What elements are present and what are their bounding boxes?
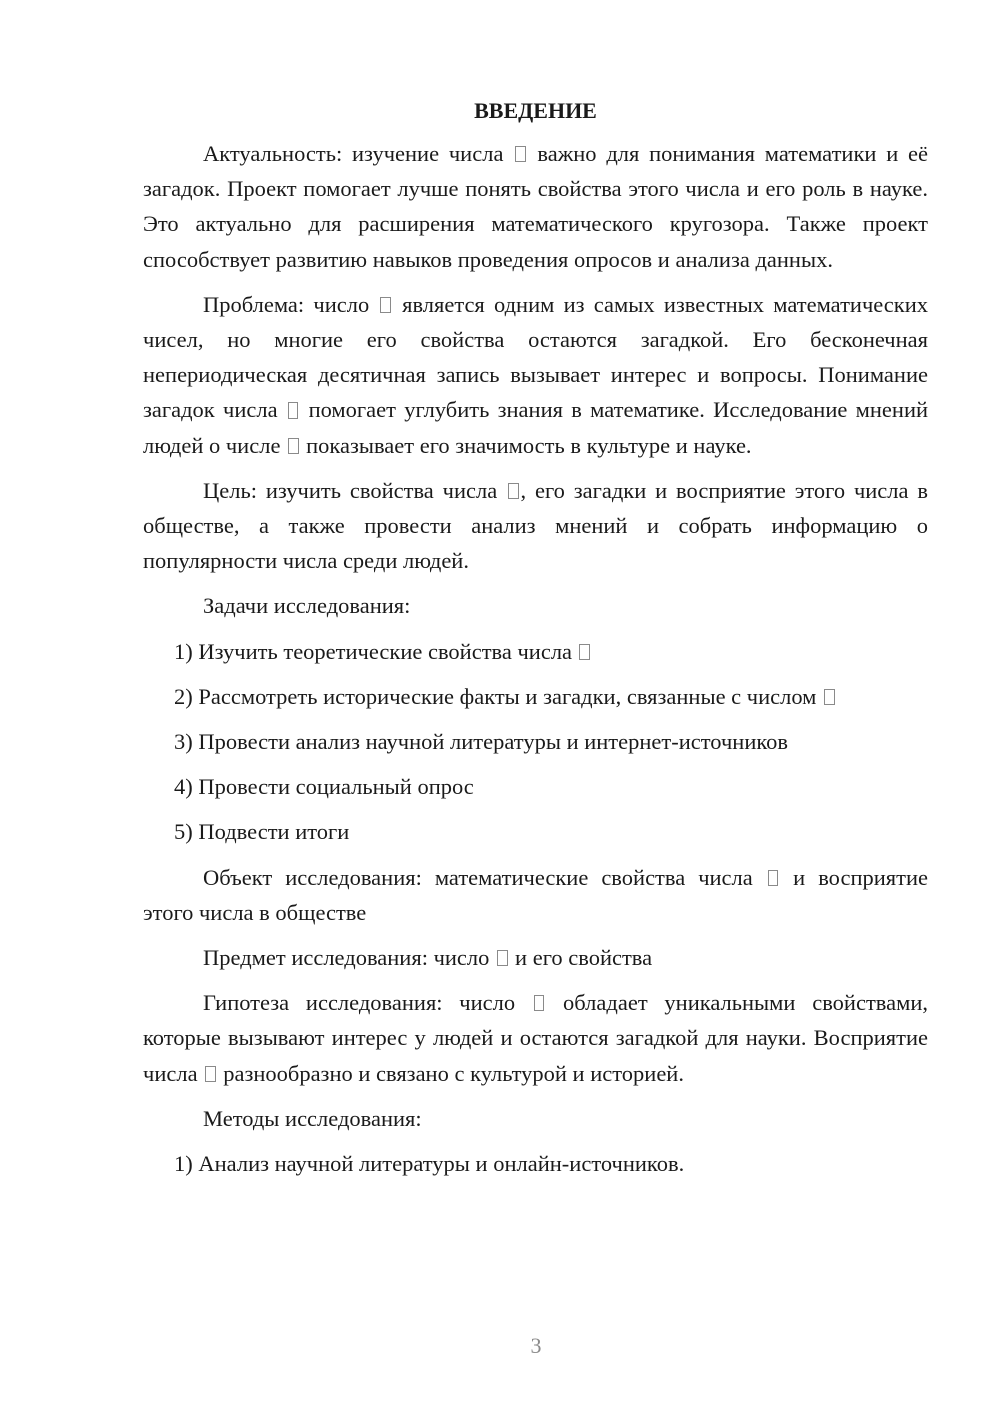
missing-glyph-icon [497,950,508,966]
missing-glyph-icon [515,146,526,162]
problem-text-3: помогает углубить знания в математике. Исследование мнений людей о числе [143,397,929,458]
task-4-text: 4) Провести социальный опрос [174,774,474,800]
missing-glyph-icon [205,1066,216,1082]
problem-text-4: показывает его значимость в культуре и науке. [306,432,752,458]
relevance-text-end: важно для понимания математики и её загадок. Проект помогает лучше понять свойства этого числа и его роль в науке. Это актуально для расширения математического кругозора. Также проект способствует развитию навыков проведения опросов и анализа данных. [143,141,928,272]
problem-text-1: Проблема: число [203,291,370,317]
page-content [143,96,928,1191]
missing-glyph-icon [534,995,545,1011]
goal-paragraph [143,473,928,579]
problem-paragraph [143,287,928,463]
list-item [143,1146,928,1181]
hypothesis-text-1: Гипотеза исследования: число [203,990,516,1016]
hypothesis-text-3: разнообразно и связано с культурой и историей. [223,1060,684,1086]
missing-glyph-icon [288,438,299,454]
hypothesis-paragraph [143,985,928,1091]
object-text-end: и восприятие этого числа в обществе [143,864,929,925]
list-item [143,634,928,669]
object-paragraph [143,860,928,930]
methods-heading: Методы исследования: [203,1105,422,1131]
tasks-heading: Задачи исследования: [203,593,411,619]
task-5-text: 5) Подвести итоги [174,819,350,845]
problem-text-2: является одним из самых известных математических чисел, но многие его свойства остаются загадкой. Его бесконечная непериодическая десятичная запись вызывает интерес и вопросы. Понимание загадок числа [143,291,929,423]
missing-glyph-icon [768,870,779,886]
method-1-text: 1) Анализ научной литературы и онлайн-источников. [174,1151,685,1177]
page-number: 3 [530,1333,542,1358]
task-3-text: 3) Провести анализ научной литературы и интернет-источников [174,729,789,755]
subject-text-end: и его свойства [515,945,653,971]
missing-glyph-icon [579,644,590,660]
goal-text-start: Цель: изучить свойства числа [203,477,498,503]
list-item [143,814,928,849]
relevance-paragraph [143,136,928,277]
missing-glyph-icon [380,297,391,313]
subject-paragraph [143,940,928,975]
list-item [143,679,928,714]
task-1-text: 1) Изучить теоретические свойства числа [174,638,573,664]
list-item [143,724,928,759]
tasks-list [143,634,928,850]
task-2-text: 2) Рассмотреть исторические факты и загадки, связанные с числом [174,683,817,709]
page-title: ВВЕДЕНИЕ [474,98,597,123]
goal-text-end: , его загадки и восприятие этого числа в обществе, а также провести анализ мнений и собрать информацию о популярности числа среди людей. [143,477,929,574]
list-item [143,769,928,804]
object-text-start: Объект исследования: математические свойства числа [203,864,753,890]
subject-text-start: Предмет исследования: число [203,945,490,971]
missing-glyph-icon [288,402,299,418]
missing-glyph-icon [824,689,835,705]
relevance-text-start: Актуальность: изучение числа [203,141,504,166]
methods-list [143,1146,928,1181]
hypothesis-text-2: обладает уникальными свойствами, которые вызывают интерес у людей и остаются загадкой для науки. Восприятие числа [143,990,928,1086]
missing-glyph-icon [508,483,519,499]
